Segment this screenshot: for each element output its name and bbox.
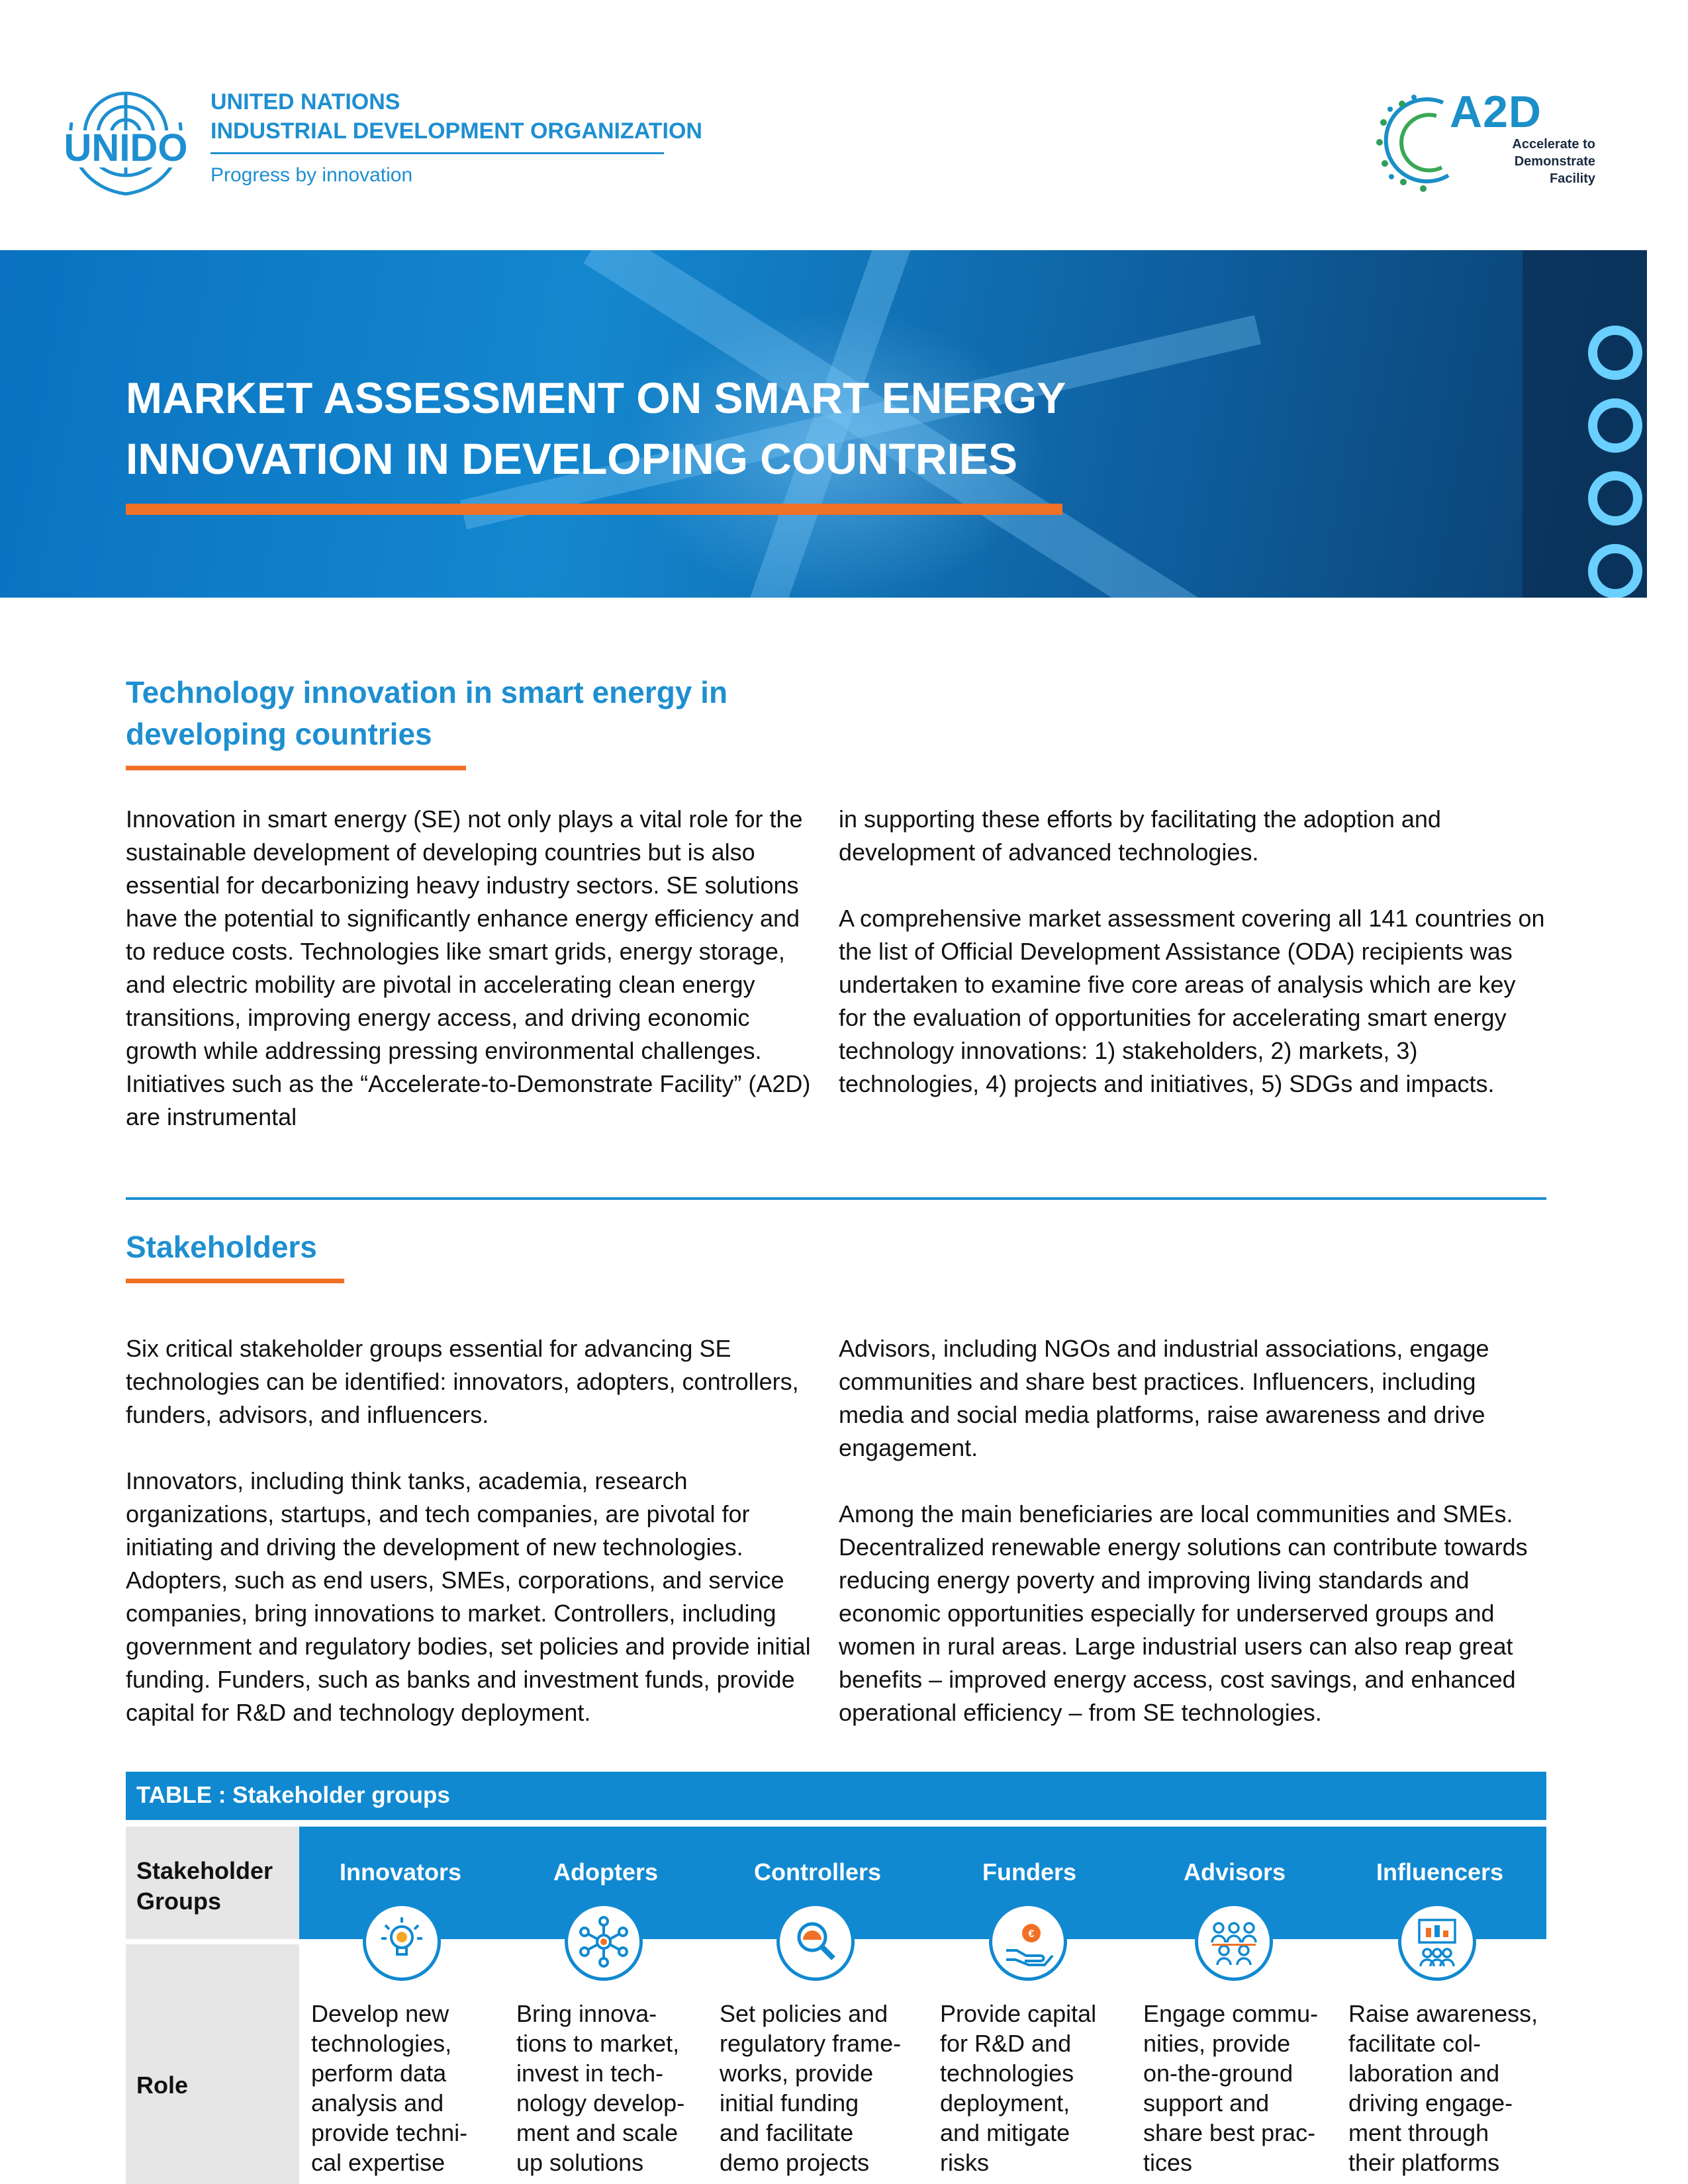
paragraph: A comprehensive market assessment covering all 141 countries on the list of Official Development Assistance (ODA) recipients was undertaken to examine five core areas of analysis which are key for the evaluation of opportunities for accelerating smart energy technology innovations: 1) stakeholders, 2) markets, 3) technologies, 4) projects and initiatives, 5) SDGs and impacts. — [839, 905, 1545, 1097]
a2d-logo — [1370, 83, 1595, 202]
role-line: their platforms — [1348, 2149, 1500, 2176]
role-line: Engage commu- — [1143, 2000, 1319, 2027]
column-header-controllers: Controllers — [753, 1858, 882, 1886]
paragraph: Among the main beneficiaries are local communities and SMEs. Decentralized renewable energy solutions can contribute towards reducing energy poverty and improving living standards and economic opportunities especially for underserved groups and women in rural areas. Large industrial users can also reap great benefits – improved energy access, cost savings, and enhanced operational efficiency – from SE technologies. — [839, 1500, 1528, 1726]
heading-line: Stakeholders — [126, 1230, 317, 1264]
un-emblem-icon — [60, 83, 192, 202]
role-line: Develop new — [311, 2000, 449, 2027]
role-line: nology develop- — [516, 2089, 685, 2116]
role-cell-innovators — [311, 1999, 510, 2177]
role-line: Set policies and — [720, 2000, 888, 2027]
role-cell-advisors — [1143, 1999, 1342, 2177]
table-title-bar — [126, 1772, 1546, 1820]
role-line: share best prac- — [1143, 2119, 1316, 2146]
svg-text:€: € — [1028, 1929, 1035, 1940]
role-line: Provide capital — [940, 2000, 1097, 2027]
role-line: support and — [1143, 2089, 1270, 2116]
column-header-advisors: Advisors — [1183, 1858, 1286, 1886]
a2d-subtitle — [1456, 136, 1595, 187]
section-divider — [126, 1197, 1546, 1200]
paragraph: Innovators, including think tanks, academia, research organizations, startups, and tech companies, are pivotal for initiating and driving the development of new technologies. Adopters, such as end users, SMEs, corporations, and service companies, bring innovations to market. Controllers, including government and regulatory bodies, set policies and provide initial funding. Funders, such as banks and investment funds, provide capital for R&D and technology deployment. — [126, 1467, 811, 1726]
role-line: provide techni- — [311, 2119, 468, 2146]
role-line: up solutions — [516, 2149, 644, 2176]
heading-line: developing countries — [126, 717, 432, 751]
paragraph: Innovation in smart energy (SE) not only plays a vital role for the sustainable development of developing countries but is also essential for decarbonizing heavy industry sectors. SE solutions have the potential to significantly enhance energy efficiency and to reduce costs. Technologies like smart grids, energy storage, and electric mobility are pivotal in accelerating clean energy transitions, improving energy access, and driving economic growth while addressing pressing environmental challenges. Initiatives such as the “Accelerate-to-Demonstrate Facility” (A2D) are instrumental — [126, 805, 811, 1130]
column-header-adopters: Adopters — [553, 1858, 658, 1886]
role-line: analysis and — [311, 2089, 444, 2116]
paragraph: Advisors, including NGOs and industrial associations, engage communities and share best practices. Influencers, including media and social media platforms, raise awareness and drive engagement. — [839, 1335, 1489, 1461]
role-line: works, provide — [720, 2060, 874, 2087]
role-line: for R&D and — [940, 2030, 1072, 2057]
column-header-influencers: Influencers — [1376, 1858, 1504, 1886]
role-line: tions to market, — [516, 2030, 680, 2057]
row-header-role — [126, 1944, 299, 2184]
role-line: tices — [1143, 2149, 1193, 2176]
a2d-sub-line: Demonstrate — [1514, 154, 1595, 169]
role-line: Raise awareness, — [1348, 2000, 1538, 2027]
role-cell-controllers — [720, 1999, 931, 2177]
role-line: on-the-ground — [1143, 2060, 1293, 2087]
role-line: driving engage- — [1348, 2089, 1513, 2116]
role-line: laboration and — [1348, 2060, 1500, 2087]
org-line2: INDUSTRIAL DEVELOPMENT ORGANIZATION — [211, 118, 702, 144]
role-line: and mitigate — [940, 2119, 1070, 2146]
row-header-label: Stakeholder Groups — [136, 1857, 273, 1915]
role-line: technologies, — [311, 2030, 452, 2057]
role-line: cal expertise — [311, 2149, 445, 2176]
role-cell-adopters — [516, 1999, 715, 2177]
heading-underline — [126, 1279, 344, 1283]
role-line: facilitate col- — [1348, 2030, 1481, 2057]
section-heading-stakeholders — [126, 1226, 655, 1268]
paragraph: Six critical stakeholder groups essential for advancing SE technologies can be identified: innovators, adopters, controllers, funders, advisors, and influencers. — [126, 1335, 799, 1428]
row-header-groups — [126, 1827, 299, 1939]
section-heading-technology — [126, 672, 920, 755]
coin-hand-icon — [989, 1903, 1067, 1981]
org-tagline: Progress by innovation — [211, 164, 413, 186]
title-line: INNOVATION IN DEVELOPING COUNTRIES — [126, 434, 1017, 483]
magnifier-icon — [776, 1903, 855, 1981]
role-line: ment and scale — [516, 2119, 679, 2146]
role-line: nities, provide — [1143, 2030, 1291, 2057]
role-line: initial funding — [720, 2089, 859, 2116]
section1-left-column — [126, 803, 814, 1134]
paragraph: in supporting these efforts by facilitating the adoption and development of advanced technologies. — [839, 805, 1441, 866]
role-cell-influencers — [1348, 1999, 1547, 2177]
role-line: invest in tech- — [516, 2060, 664, 2087]
network-icon — [565, 1903, 643, 1981]
lightbulb-icon — [363, 1903, 441, 1981]
org-name-block — [211, 87, 702, 187]
presentation-icon — [1398, 1903, 1476, 1981]
column-header-innovators: Innovators — [339, 1858, 462, 1886]
column-header-funders: Funders — [982, 1858, 1076, 1886]
role-line: Bring innova- — [516, 2000, 657, 2027]
a2d-sub-line: Facility — [1550, 171, 1595, 186]
role-line: ment through — [1348, 2119, 1489, 2146]
a2d-wordmark: A2D — [1450, 87, 1542, 137]
heading-underline — [126, 766, 466, 770]
group-icon — [1195, 1903, 1273, 1981]
section2-right-column — [839, 1332, 1547, 1729]
org-line1: UNITED NATIONS — [211, 89, 400, 114]
role-line: deployment, — [940, 2089, 1070, 2116]
role-line: risks — [940, 2149, 989, 2176]
row-header-label: Role — [136, 2071, 189, 2099]
role-cell-funders — [940, 1999, 1139, 2177]
role-line: demo projects — [720, 2149, 870, 2176]
page-title — [126, 367, 1119, 489]
title-underline — [126, 504, 1062, 515]
section2-left-column — [126, 1332, 814, 1729]
org-divider — [211, 152, 664, 154]
role-line: perform data — [311, 2060, 447, 2087]
table-title: TABLE : Stakeholder groups — [136, 1782, 450, 1808]
title-line: MARKET ASSESSMENT ON SMART ENERGY — [126, 373, 1066, 422]
role-line: regulatory frame- — [720, 2030, 902, 2057]
role-line: technologies — [940, 2060, 1074, 2087]
unido-logo — [60, 83, 192, 202]
heading-line: Technology innovation in smart energy in — [126, 675, 728, 709]
section1-right-column — [839, 803, 1547, 1101]
svg-text:UNIDO: UNIDO — [64, 126, 188, 169]
a2d-sub-line: Accelerate to — [1512, 137, 1595, 152]
role-line: and facilitate — [720, 2119, 854, 2146]
